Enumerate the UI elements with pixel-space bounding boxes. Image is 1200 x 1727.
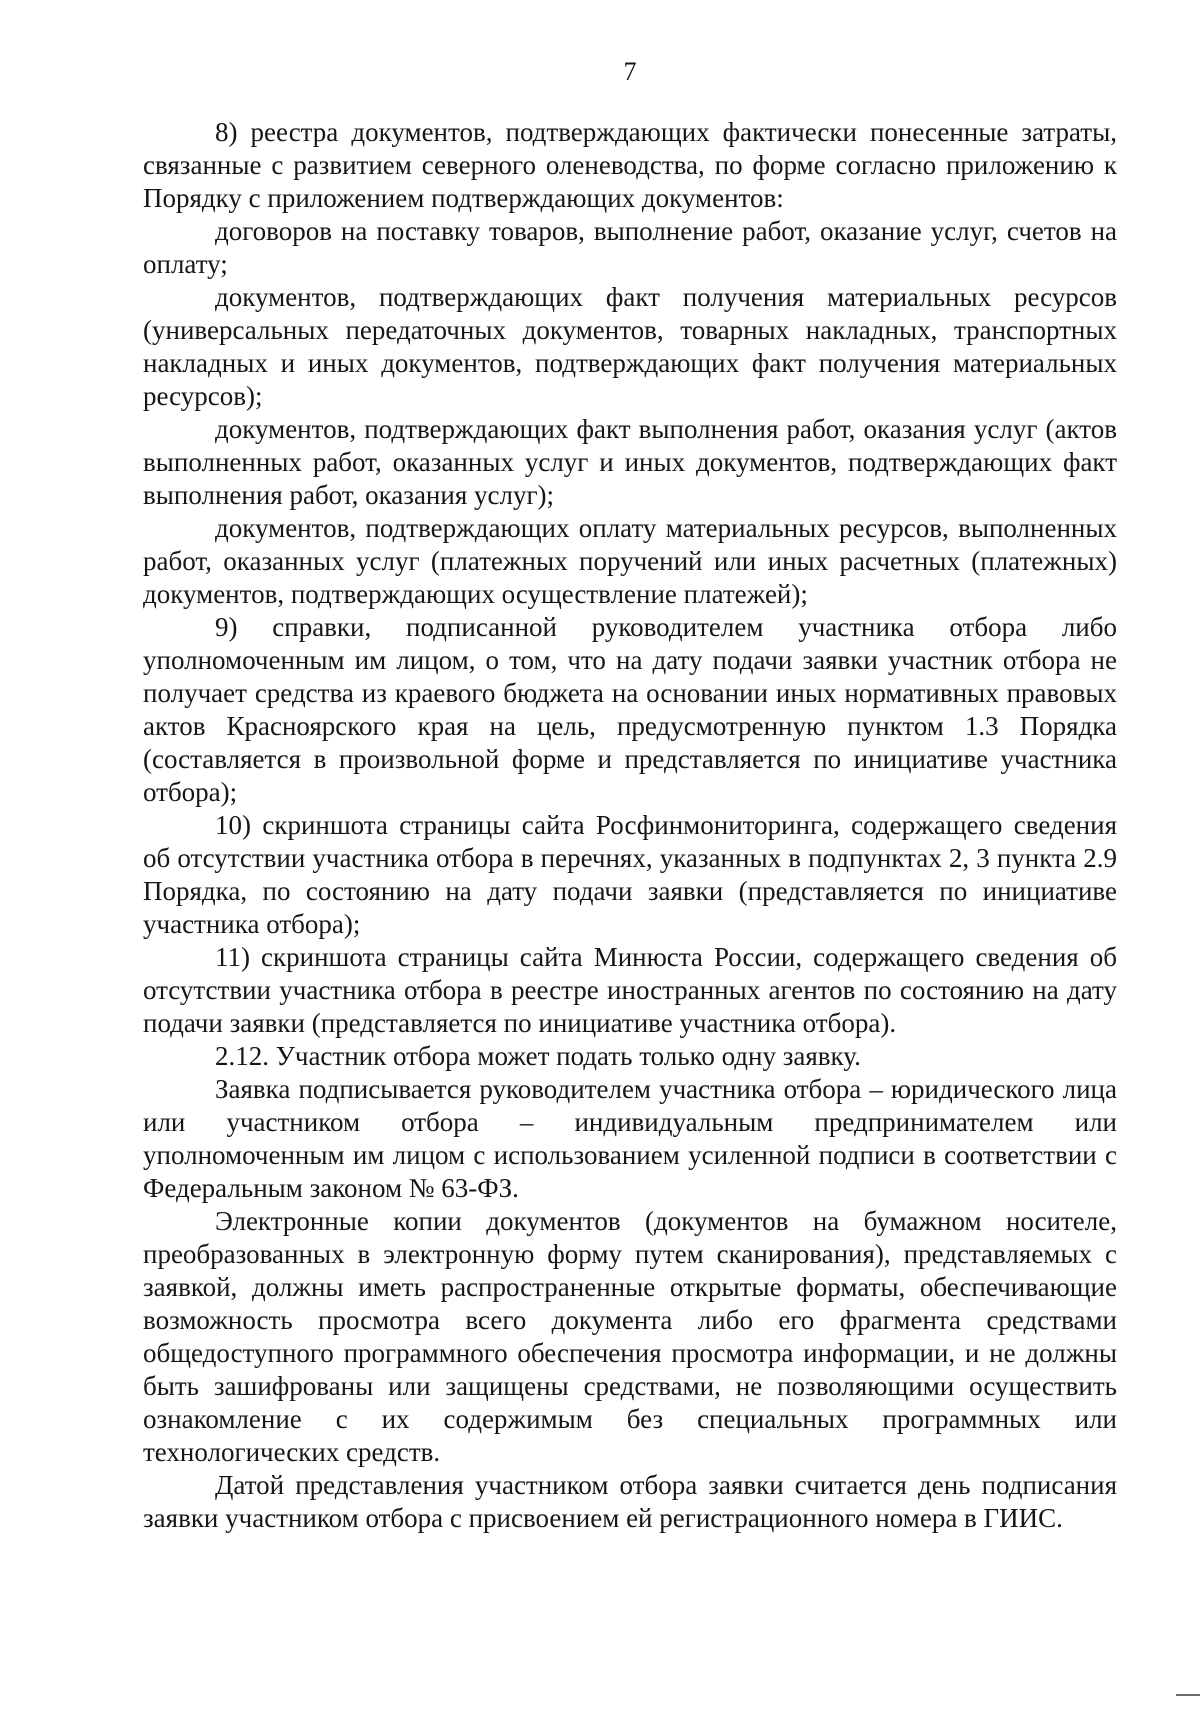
- paragraph-item-11-minjust: 11) скриншота страницы сайта Минюста России, содержащего сведения об отсутствии участника отбора в реестре иностранных агентов по состоянию на дату подачи заявки (представляется по инициативе участника отбора).: [143, 942, 1117, 1038]
- paragraph-payment-docs: документов, подтверждающих оплату материальных ресурсов, выполненных работ, оказанных услуг (платежных поручений или иных расчетных (платежных) документов, подтверждающих осуществление платежей);: [143, 513, 1117, 609]
- paragraph-material-receipt-docs: документов, подтверждающих факт получения материальных ресурсов (универсальных передаточных документов, товарных накладных, транспортных накладных и иных документов, подтверждающих факт получения материальных ресурсов);: [143, 282, 1117, 411]
- paragraph-item-10-rosfinmonitoring: 10) скриншота страницы сайта Росфинмониторинга, содержащего сведения об отсутствии участника отбора в перечнях, указанных в подпунктах 2, 3 пункта 2.9 Порядка, по состоянию на дату подачи заявки (представляется по инициативе участника отбора);: [143, 810, 1117, 939]
- paragraph-item-8-registry: 8) реестра документов, подтверждающих фактически понесенные затраты, связанные с развитием северного оленеводства, по форме согласно приложению к Порядку с приложением подтверждающих документов:: [143, 117, 1117, 213]
- document-body: [143, 116, 1117, 1535]
- paragraph-electronic-copies: Электронные копии документов (документов на бумажном носителе, преобразованных в электронную форму путем сканирования), представляемых с заявкой, должны иметь распространенные открытые форматы, обеспечивающие возможность просмотра всего документа либо его фрагмента средствами общедоступного программного обеспечения просмотра информации, и не должны быть зашифрованы или защищены средствами, не позволяющими осуществить ознакомление с их содержимым без специальных программных или технологических средств.: [143, 1206, 1117, 1467]
- paragraph-application-signing: Заявка подписывается руководителем участника отбора – юридического лица или участником отбора – индивидуальным предпринимателем или уполномоченным им лицом с использованием усиленной подписи в соответствии с Федеральным законом № 63-ФЗ.: [143, 1074, 1117, 1203]
- scan-edge-mark: [1176, 1694, 1200, 1696]
- page-number: 7: [623, 57, 637, 86]
- paragraph-submission-date: Датой представления участником отбора заявки считается день подписания заявки участником отбора с присвоением ей регистрационного номера в ГИИС.: [143, 1470, 1117, 1533]
- paragraph-work-completion-docs: документов, подтверждающих факт выполнения работ, оказания услуг (актов выполненных работ, оказанных услуг и иных документов, подтверждающих факт выполнения работ, оказания услуг);: [143, 414, 1117, 510]
- paragraph-item-9-certificate: 9) справки, подписанной руководителем участника отбора либо уполномоченным им лицом, о том, что на дату подачи заявки участник отбора не получает средства из краевого бюджета на основании иных нормативных правовых актов Красноярского края на цель, предусмотренную пунктом 1.3 Порядка (составляется в произвольной форме и представляется по инициативе участника отбора);: [143, 612, 1117, 807]
- paragraph-contracts: договоров на поставку товаров, выполнение работ, оказание услуг, счетов на оплату;: [143, 216, 1117, 279]
- paragraph-2-12-one-application: 2.12. Участник отбора может подать только одну заявку.: [215, 1041, 861, 1071]
